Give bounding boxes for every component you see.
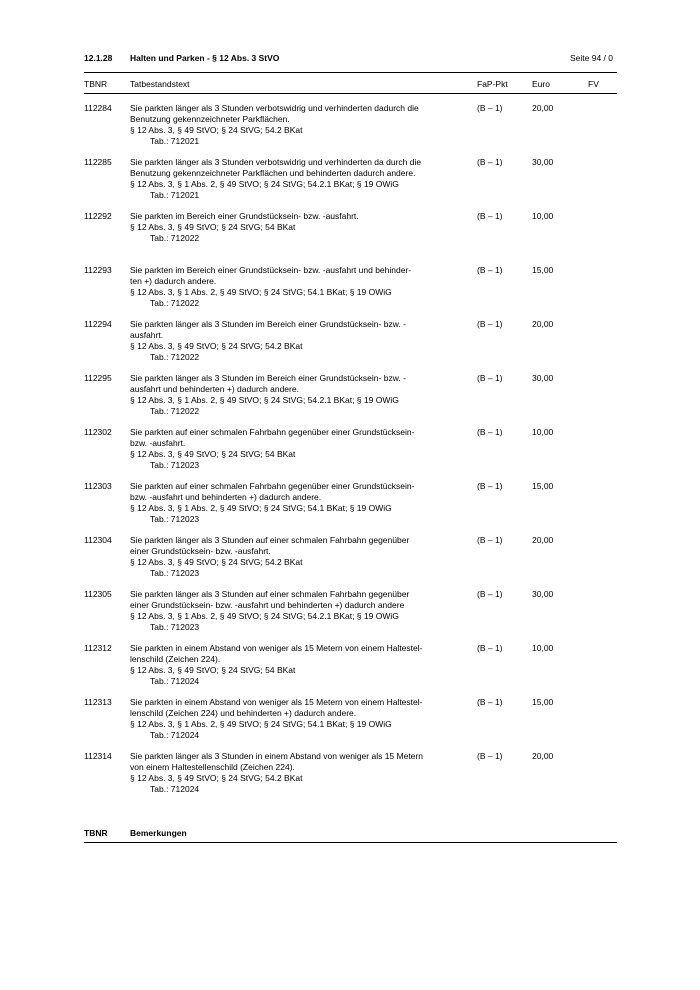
row-euro-amount: 30,00 xyxy=(532,589,554,599)
row-text-line: § 12 Abs. 3, § 49 StVO; § 24 StVG; 54 BKat xyxy=(130,222,296,232)
remarks-header-label: Bemerkungen xyxy=(130,828,187,838)
row-offense-text xyxy=(130,373,460,417)
row-offense-text xyxy=(130,697,460,741)
column-header-tbnr: TBNR xyxy=(84,79,108,89)
row-text-line: Sie parkten länger als 3 Stunden im Bereich einer Grundstücksein- bzw. - xyxy=(130,373,406,383)
table-row xyxy=(84,427,617,481)
row-text-line: § 12 Abs. 3, § 1 Abs. 2, § 49 StVO; § 24 StVG; 54.2.1 BKat; § 19 OWiG xyxy=(130,611,399,621)
row-text-line: Sie parkten länger als 3 Stunden auf einer schmalen Fahrbahn gegenüber xyxy=(130,535,410,545)
row-tab-reference: Tab.: 712022 xyxy=(150,298,200,308)
row-euro-amount: 20,00 xyxy=(532,535,554,545)
row-euro-amount: 10,00 xyxy=(532,643,554,653)
row-tab-reference: Tab.: 712024 xyxy=(150,730,200,740)
row-tab-reference: Tab.: 712023 xyxy=(150,568,200,578)
row-fap-points: (B – 1) xyxy=(477,751,503,761)
row-text-line: Sie parkten auf einer schmalen Fahrbahn gegenüber einer Grundstücksein- xyxy=(130,481,415,491)
table-row xyxy=(84,751,617,805)
table-row xyxy=(84,643,617,697)
row-tbnr: 112304 xyxy=(84,535,112,545)
row-text-line: Sie parkten in einem Abstand von weniger als 15 Metern von einem Haltestel- xyxy=(130,697,423,707)
row-text-line: § 12 Abs. 3, § 49 StVO; § 24 StVG; 54 BKat xyxy=(130,449,296,459)
table-row xyxy=(84,589,617,643)
row-text-line: einer Grundstücksein- bzw. -ausfahrt. xyxy=(130,546,271,556)
row-tbnr: 112313 xyxy=(84,697,112,707)
row-tab-reference: Tab.: 712022 xyxy=(150,352,200,362)
row-tbnr: 112312 xyxy=(84,643,112,653)
row-text-line: § 12 Abs. 3, § 49 StVO; § 24 StVG; 54.2 BKat xyxy=(130,341,303,351)
table-row xyxy=(84,319,617,373)
row-tbnr: 112293 xyxy=(84,265,112,275)
column-header-divider xyxy=(84,93,617,94)
row-text-line: § 12 Abs. 3, § 1 Abs. 2, § 49 StVO; § 24 StVG; 54.1 BKat; § 19 OWiG xyxy=(130,503,392,513)
row-tbnr: 112305 xyxy=(84,589,112,599)
row-offense-text xyxy=(130,103,460,147)
remarks-header-row xyxy=(84,828,617,840)
row-fap-points: (B – 1) xyxy=(477,103,503,113)
row-tbnr: 112295 xyxy=(84,373,112,383)
row-offense-text xyxy=(130,319,460,363)
row-text-line: von einem Haltestellenschild (Zeichen 224). xyxy=(130,762,295,772)
row-text-line: ten +) dadurch andere. xyxy=(130,276,217,286)
row-text-line: Sie parkten länger als 3 Stunden verbotswidrig und verhinderten dadurch die xyxy=(130,103,419,113)
offense-table xyxy=(84,103,617,805)
row-text-line: § 12 Abs. 3, § 1 Abs. 2, § 49 StVO; § 24 StVG; 54.2.1 BKat; § 19 OWiG xyxy=(130,395,399,405)
remarks-header-tbnr: TBNR xyxy=(84,828,108,838)
column-header-fap: FaP-Pkt xyxy=(477,79,508,89)
row-euro-amount: 20,00 xyxy=(532,103,554,113)
row-euro-amount: 20,00 xyxy=(532,319,554,329)
row-tbnr: 112285 xyxy=(84,157,112,167)
row-text-line: bzw. -ausfahrt und behinderten +) dadurch andere. xyxy=(130,492,322,502)
row-text-line: lenschild (Zeichen 224) und behinderten +) dadurch andere. xyxy=(130,708,357,718)
row-offense-text xyxy=(130,157,460,201)
row-tab-reference: Tab.: 712023 xyxy=(150,514,200,524)
row-fap-points: (B – 1) xyxy=(477,373,503,383)
row-text-line: § 12 Abs. 3, § 49 StVO; § 24 StVG; 54 BKat xyxy=(130,665,296,675)
row-tab-reference: Tab.: 712023 xyxy=(150,460,200,470)
row-tab-reference: Tab.: 712022 xyxy=(150,406,200,416)
row-fap-points: (B – 1) xyxy=(477,643,503,653)
row-fap-points: (B – 1) xyxy=(477,481,503,491)
row-euro-amount: 15,00 xyxy=(532,481,554,491)
row-fap-points: (B – 1) xyxy=(477,319,503,329)
row-text-line: Sie parkten länger als 3 Stunden in einem Abstand von weniger als 15 Metern xyxy=(130,751,423,761)
row-offense-text xyxy=(130,265,460,309)
row-offense-text xyxy=(130,211,460,244)
remarks-divider xyxy=(84,842,617,843)
row-euro-amount: 30,00 xyxy=(532,373,554,383)
row-fap-points: (B – 1) xyxy=(477,211,503,221)
row-text-line: Sie parkten länger als 3 Stunden verbotswidrig und verhinderten da durch die xyxy=(130,157,422,167)
row-offense-text xyxy=(130,535,460,579)
row-fap-points: (B – 1) xyxy=(477,697,503,707)
row-tab-reference: Tab.: 712024 xyxy=(150,784,200,794)
row-tbnr: 112292 xyxy=(84,211,112,221)
row-text-line: § 12 Abs. 3, § 1 Abs. 2, § 49 StVO; § 24 StVG; 54.1 BKat; § 19 OWiG xyxy=(130,719,392,729)
row-offense-text xyxy=(130,427,460,471)
table-row xyxy=(84,373,617,427)
row-tbnr: 112284 xyxy=(84,103,112,113)
row-tab-reference: Tab.: 712022 xyxy=(150,233,200,243)
row-text-line: einer Grundstücksein- bzw. -ausfahrt und behinderten +) dadurch andere xyxy=(130,600,405,610)
row-text-line: Sie parkten auf einer schmalen Fahrbahn gegenüber einer Grundstücksein- xyxy=(130,427,415,437)
table-row xyxy=(84,157,617,211)
row-text-line: Sie parkten in einem Abstand von weniger als 15 Metern von einem Haltestel- xyxy=(130,643,423,653)
row-euro-amount: 30,00 xyxy=(532,157,554,167)
row-tab-reference: Tab.: 712024 xyxy=(150,676,200,686)
table-row xyxy=(84,211,617,265)
column-header-fv: FV xyxy=(588,79,599,89)
row-tbnr: 112314 xyxy=(84,751,112,761)
row-text-line: Benutzung gekennzeichneter Parkflächen. xyxy=(130,114,290,124)
table-row xyxy=(84,265,617,319)
row-tab-reference: Tab.: 712023 xyxy=(150,622,200,632)
row-euro-amount: 10,00 xyxy=(532,427,554,437)
row-text-line: ausfahrt. xyxy=(130,330,164,340)
column-header-euro: Euro xyxy=(532,79,550,89)
row-offense-text xyxy=(130,589,460,633)
row-fap-points: (B – 1) xyxy=(477,265,503,275)
row-text-line: Sie parkten im Bereich einer Grundstücksein- bzw. -ausfahrt und behinder- xyxy=(130,265,412,275)
row-text-line: Benutzung gekennzeichneter Parkflächen und behinderten dadurch andere. xyxy=(130,168,416,178)
table-row xyxy=(84,697,617,751)
row-offense-text xyxy=(130,751,460,795)
row-text-line: § 12 Abs. 3, § 49 StVO; § 24 StVG; 54.2 BKat xyxy=(130,125,303,135)
row-text-line: ausfahrt und behinderten +) dadurch andere. xyxy=(130,384,299,394)
row-fap-points: (B – 1) xyxy=(477,157,503,167)
row-text-line: Sie parkten im Bereich einer Grundstücksein- bzw. -ausfahrt. xyxy=(130,211,359,221)
row-text-line: § 12 Abs. 3, § 49 StVO; § 24 StVG; 54.2 BKat xyxy=(130,773,303,783)
section-title: Halten und Parken - § 12 Abs. 3 StVO xyxy=(130,53,280,63)
page-header xyxy=(84,53,617,67)
row-tbnr: 112294 xyxy=(84,319,112,329)
row-fap-points: (B – 1) xyxy=(477,589,503,599)
row-text-line: § 12 Abs. 3, § 1 Abs. 2, § 49 StVO; § 24 StVG; 54.2.1 BKat; § 19 OWiG xyxy=(130,179,399,189)
row-text-line: Sie parkten länger als 3 Stunden auf einer schmalen Fahrbahn gegenüber xyxy=(130,589,410,599)
row-text-line: § 12 Abs. 3, § 49 StVO; § 24 StVG; 54.2 BKat xyxy=(130,557,303,567)
row-tbnr: 112302 xyxy=(84,427,112,437)
table-row xyxy=(84,481,617,535)
row-tab-reference: Tab.: 712021 xyxy=(150,190,200,200)
column-header-row xyxy=(84,79,617,91)
table-row xyxy=(84,103,617,157)
column-header-text: Tatbestandstext xyxy=(130,79,190,89)
row-offense-text xyxy=(130,643,460,687)
section-heading xyxy=(84,53,279,63)
row-fap-points: (B – 1) xyxy=(477,535,503,545)
row-euro-amount: 15,00 xyxy=(532,697,554,707)
header-divider xyxy=(84,72,617,73)
section-number: 12.1.28 xyxy=(84,53,113,63)
row-text-line: bzw. -ausfahrt. xyxy=(130,438,186,448)
row-euro-amount: 20,00 xyxy=(532,751,554,761)
row-text-line: lenschild (Zeichen 224). xyxy=(130,654,221,664)
row-euro-amount: 15,00 xyxy=(532,265,554,275)
row-tbnr: 112303 xyxy=(84,481,112,491)
table-row xyxy=(84,535,617,589)
row-offense-text xyxy=(130,481,460,525)
row-fap-points: (B – 1) xyxy=(477,427,503,437)
row-text-line: Sie parkten länger als 3 Stunden im Bereich einer Grundstücksein- bzw. - xyxy=(130,319,406,329)
page-number: Seite 94 / 0 xyxy=(569,53,613,63)
row-euro-amount: 10,00 xyxy=(532,211,554,221)
row-text-line: § 12 Abs. 3, § 1 Abs. 2, § 49 StVO; § 24 StVG; 54.1 BKat; § 19 OWiG xyxy=(130,287,392,297)
row-tab-reference: Tab.: 712021 xyxy=(150,136,200,146)
